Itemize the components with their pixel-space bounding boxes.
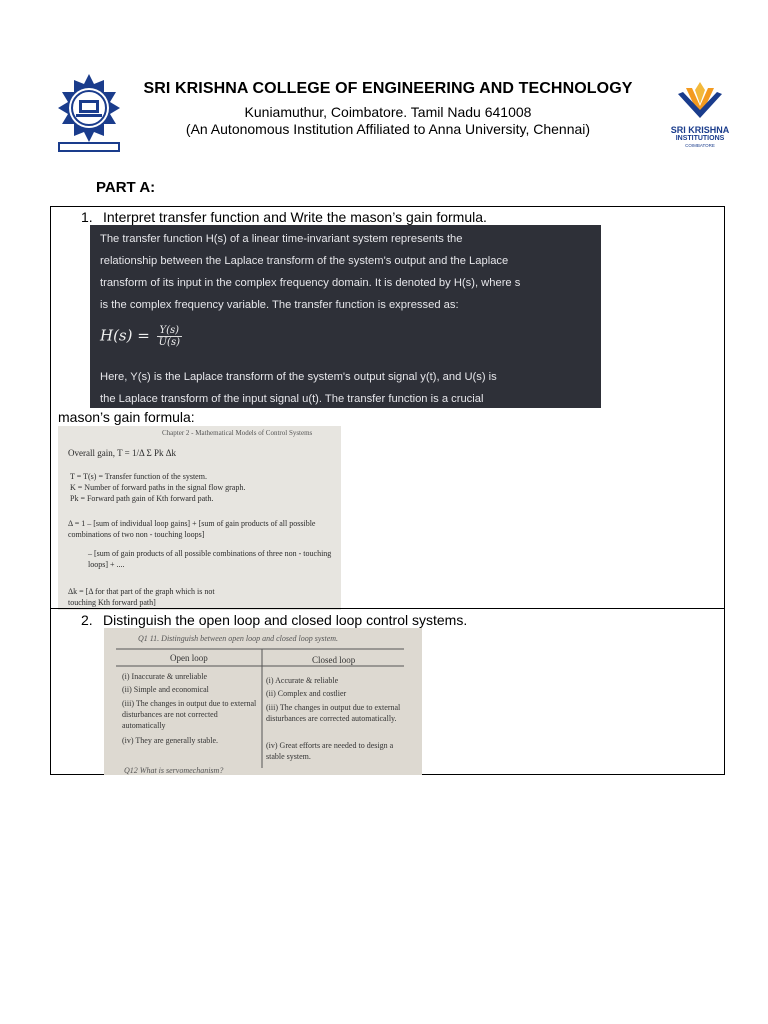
formula-lhs: H(s) =: [100, 326, 150, 345]
mason-formula-photo: [58, 426, 341, 610]
open-item-4: (iv) They are generally stable.: [122, 736, 219, 745]
photo-page-header: Chapter 2 - Mathematical Models of Control Systems: [162, 429, 313, 437]
formula-denominator: U(s): [158, 337, 180, 348]
photo-k-definition: K = Number of forward paths in the signal flow graph.: [70, 483, 246, 492]
college-affiliation: (An Autonomous Institution Affiliated to Anna University, Chennai): [185, 121, 591, 137]
college-address: Kuniamuthur, Coimbatore. Tamil Nadu 641008: [244, 104, 532, 120]
question-1-label: Interpret transfer function and Write the mason’s gain formula.: [103, 209, 487, 225]
part-a-heading: PART A:: [96, 179, 156, 196]
photo2-question-line: Q1 11. Distinguish between open loop and closed loop system.: [138, 634, 339, 643]
answer-line-2: relationship between the Laplace transform of the system's output and the Laplace: [100, 255, 509, 267]
sri-krishna-institutions-logo: [662, 80, 738, 150]
question-1-cell: [50, 206, 725, 609]
transfer-function-formula: [100, 325, 182, 348]
college-emblem-logo: [54, 72, 124, 158]
closed-item-1: (i) Accurate & reliable: [266, 676, 339, 685]
answer-line-4: is the complex frequency variable. The transfer function is expressed as:: [100, 299, 459, 311]
college-title: SRI KRISHNA COLLEGE OF ENGINEERING AND TECHNOLOGY: [143, 80, 633, 97]
mason-gain-label: mason’s gain formula:: [58, 409, 195, 425]
open-closed-loop-photo: [104, 628, 422, 775]
closed-item-3: (iii) The changes in output due to external disturbances are corrected automatically.: [266, 703, 401, 723]
logo-text-sri-krishna: SRI KRISHNA: [670, 125, 730, 135]
photo-t-definition: T = T(s) = Transfer function of the system.: [70, 472, 207, 481]
col-closed-loop: Closed loop: [312, 655, 356, 665]
col-open-loop: Open loop: [170, 653, 208, 663]
closed-item-4: (iv) Great efforts are needed to design a stable system.: [266, 741, 394, 761]
question-2-text: [81, 612, 467, 628]
formula-numerator: Y(s): [157, 325, 182, 337]
photo-delta-part-b: – [sum of gain products of all possible combinations of three non - touching loops] + ....: [88, 549, 332, 569]
question-1-number: 1.: [81, 209, 93, 225]
transfer-function-screenshot: [90, 225, 601, 408]
logo-text-coimbatore: COIMBATORE: [685, 143, 715, 148]
open-item-2: (ii) Simple and economical: [122, 685, 209, 694]
question-2-number: 2.: [81, 612, 93, 628]
logo-text-institutions: INSTITUTIONS: [675, 135, 725, 142]
photo-pk-definition: Pk = Forward path gain of Kth forward path.: [70, 494, 214, 503]
photo-delta-k-definition: Δk = [Δ for that part of the graph which is not touching Kth forward path]: [68, 587, 215, 607]
formula-fraction: [157, 325, 182, 348]
question-2-cell: [50, 608, 725, 775]
photo-delta-part-a: Δ = 1 – [sum of individual loop gains] + [sum of gain products of all possible combinations of two non - touching loops]: [68, 519, 316, 539]
question-2-label: Distinguish the open loop and closed loop control systems.: [103, 612, 468, 628]
answer-line-3: transform of its input in the complex frequency domain. It is denoted by H(s), where s: [100, 277, 521, 289]
open-item-1: (i) Inaccurate & unreliable: [122, 672, 208, 681]
photo-overall-gain: Overall gain, T = 1/Δ Σ Pk Δk: [68, 448, 177, 458]
answer-line-6: the Laplace transform of the input signal u(t). The transfer function is a crucial: [100, 393, 484, 405]
photo2-footer-line: Q12 What is servomechanism?: [124, 766, 224, 775]
open-item-3: (iii) The changes in output due to external disturbances are not corrected automatically: [122, 699, 257, 730]
closed-item-2: (ii) Complex and costlier: [266, 689, 347, 698]
answer-line-5: Here, Y(s) is the Laplace transform of the system's output signal y(t), and U(s) is: [100, 371, 497, 383]
question-1-text: [81, 209, 487, 225]
answer-line-1: The transfer function H(s) of a linear time-invariant system represents the: [100, 233, 463, 245]
